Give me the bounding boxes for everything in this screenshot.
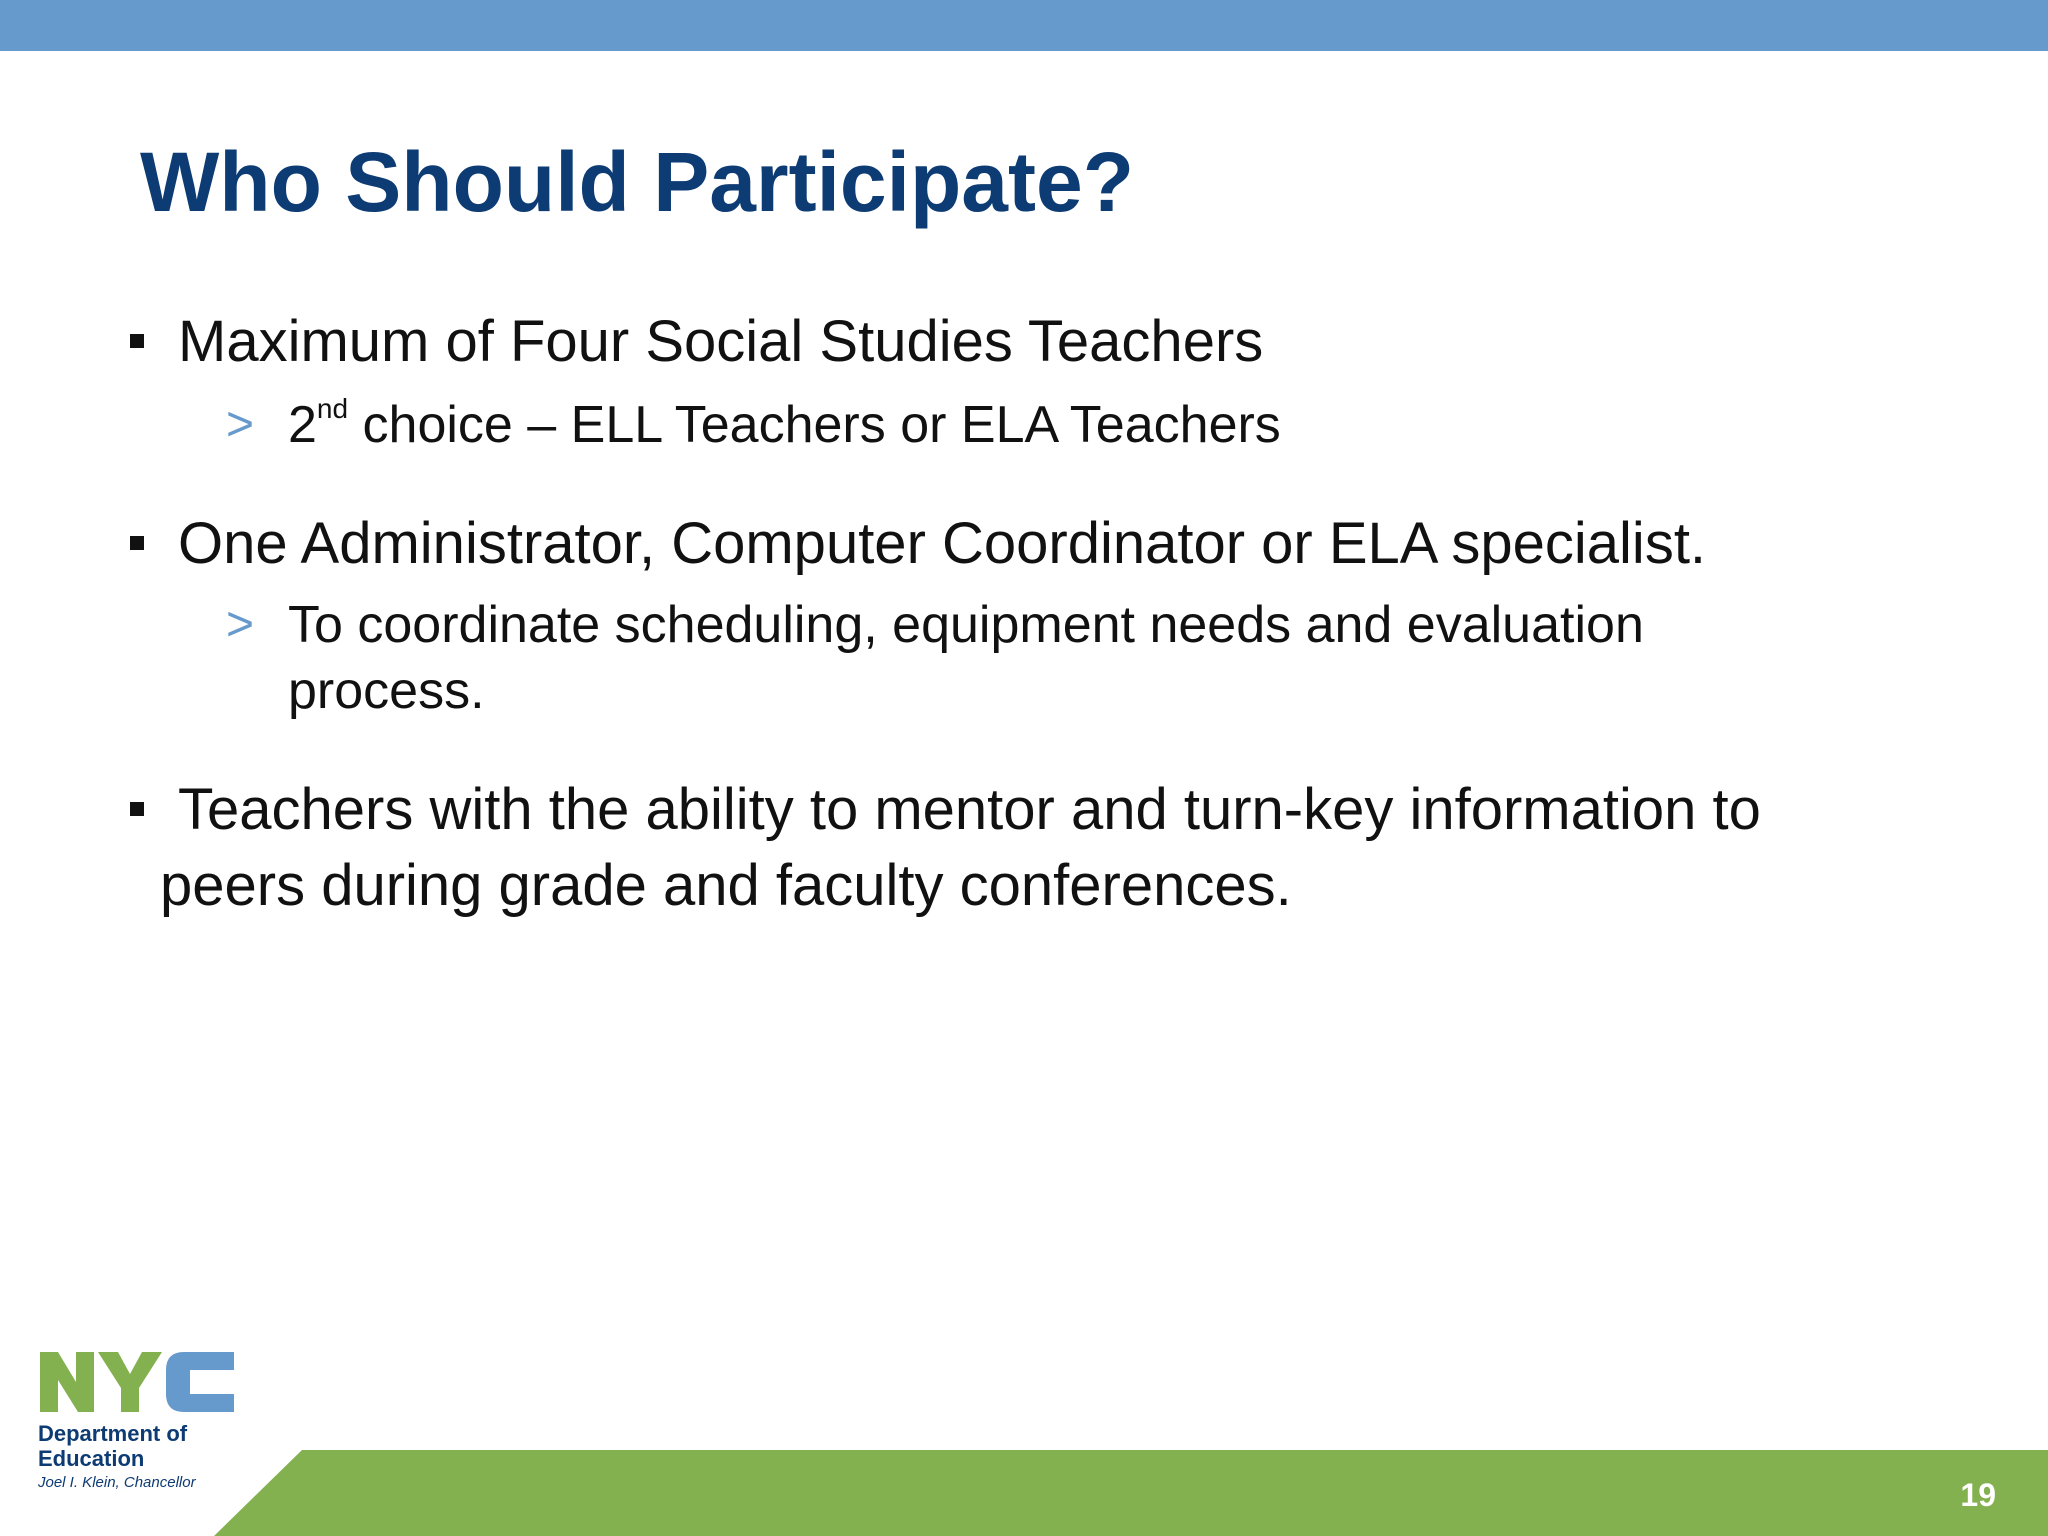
top-accent-bar: [0, 0, 2048, 51]
sub-bullet-item-1: [224, 392, 1924, 458]
slide-title: Who Should Participate?: [140, 135, 1135, 229]
bullet-text: Maximum of Four Social Studies Teachers: [178, 309, 1264, 374]
bottom-accent-bar: [0, 1450, 2048, 1536]
square-bullet-icon: [130, 802, 144, 816]
bullet-item-3: [126, 772, 2006, 924]
page-number: 19: [1960, 1477, 1996, 1513]
square-bullet-icon: [130, 334, 144, 348]
bullet-text-line-2: peers during grade and faculty conferences.: [160, 853, 1292, 918]
logo-org-line-2: Education: [38, 1446, 145, 1471]
chevron-right-icon: >: [226, 598, 255, 651]
nyc-wordmark-icon: [38, 1348, 238, 1416]
sub-bullet-text-line-1: To coordinate scheduling, equipment needs and evaluation: [288, 596, 1644, 654]
sub-bullet-ordinal: 2: [288, 396, 317, 454]
sub-bullet-item-2: [224, 592, 1924, 724]
chevron-right-icon: >: [226, 398, 255, 451]
sub-bullet-text-line-2: process.: [288, 662, 485, 720]
logo-org-line-1: Department of: [38, 1421, 188, 1446]
sub-bullet-rest: choice – ELL Teachers or ELA Teachers: [348, 396, 1281, 454]
sub-bullet-superscript: nd: [316, 392, 349, 424]
square-bullet-icon: [130, 536, 144, 550]
bullet-text: One Administrator, Computer Coordinator or ELA specialist.: [178, 511, 1707, 576]
sub-bullet-text: [224, 392, 1924, 458]
bullet-text-line-1: Teachers with the ability to mentor and turn-key information to: [178, 777, 1761, 842]
bullet-item-1: [126, 304, 2006, 380]
bottom-bar-shape: [214, 1450, 2048, 1536]
bullet-item-2: [126, 506, 2006, 582]
logo-chancellor: Joel I. Klein, Chancellor: [38, 1474, 196, 1491]
